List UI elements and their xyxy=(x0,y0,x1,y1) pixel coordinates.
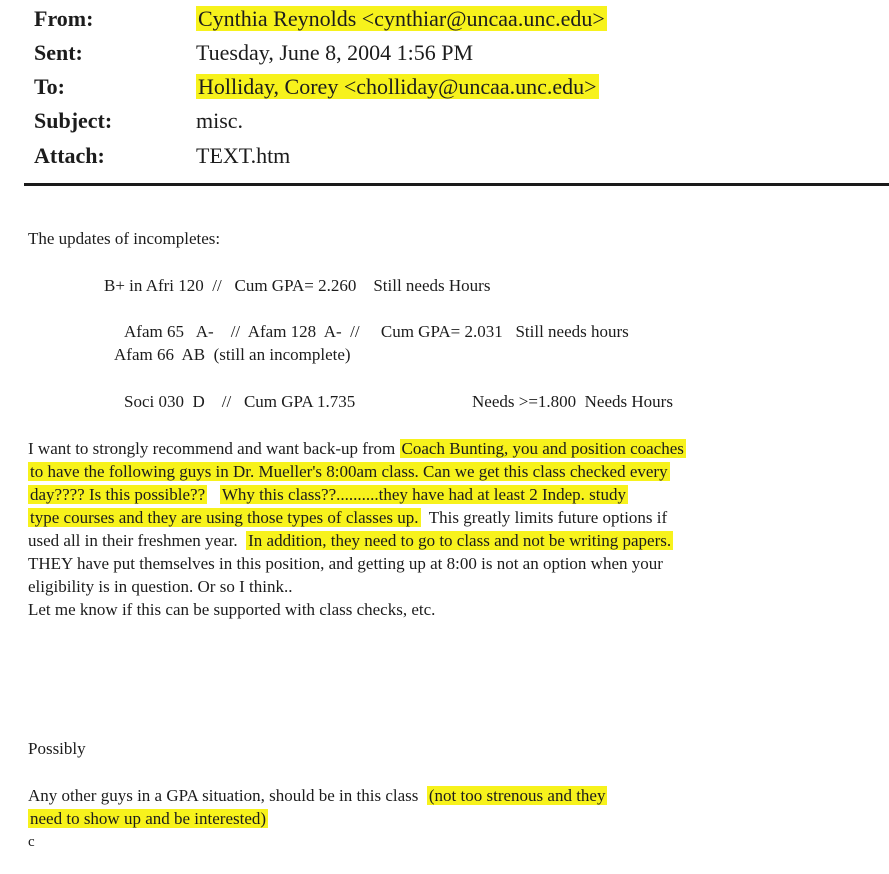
updates-heading: The updates of incompletes: xyxy=(28,229,221,248)
update-row-3a: Soci 030 D // Cum GPA 1.735 xyxy=(124,392,356,411)
other-guys-highlight-b: need to show up and be interested) xyxy=(30,809,267,828)
sent-label: Sent: xyxy=(34,40,83,65)
from-label: From: xyxy=(34,6,94,31)
update-row-1: B+ in Afri 120 // Cum GPA= 2.260 Still needs Hours xyxy=(104,276,491,295)
para-line-4-text: This greatly limits future options if xyxy=(420,508,668,527)
para-line-1 xyxy=(28,439,686,459)
para-line-3-highlight-a: day???? Is this possible?? xyxy=(30,485,206,504)
other-guys-line-1 xyxy=(28,786,607,806)
subject-label: Subject: xyxy=(34,108,113,133)
possibly-line: Possibly xyxy=(28,739,86,758)
signoff: c xyxy=(28,834,35,850)
para-line-1-highlight: Coach Bunting, you and position coaches xyxy=(401,439,684,458)
para-line-8: Let me know if this can be supported with class checks, etc. xyxy=(28,600,436,619)
to-value xyxy=(196,74,599,100)
other-guys-highlight-a: (not too strenous and they xyxy=(428,786,606,805)
para-line-7: eligibility is in question. Or so I think.. xyxy=(28,577,293,596)
para-line-5-text: used all in their freshmen year. xyxy=(28,531,247,550)
para-line-3-highlight-b: Why this class??..........they have had at least 2 Indep. study xyxy=(221,485,627,504)
sent-value: Tuesday, June 8, 2004 1:56 PM xyxy=(196,40,474,65)
para-line-3 xyxy=(28,485,628,505)
from-value xyxy=(196,6,607,32)
other-guys-text: Any other guys in a GPA situation, should be in this class xyxy=(28,786,427,805)
update-row-2a: Afam 65 A- // Afam 128 A- // Cum GPA= 2.031 Still needs hours xyxy=(124,322,629,341)
para-line-5-highlight: In addition, they need to go to class and not be writing papers. xyxy=(248,531,672,550)
para-line-5 xyxy=(28,531,673,551)
para-line-4 xyxy=(28,508,667,528)
update-row-3b: Needs >=1.800 Needs Hours xyxy=(472,392,673,411)
header-divider xyxy=(24,183,889,186)
para-line-1-text: I want to strongly recommend and want back-up from xyxy=(28,439,400,458)
to-highlight: Holliday, Corey <cholliday@uncaa.unc.edu> xyxy=(198,74,597,99)
para-line-6: THEY have put themselves in this position, and getting up at 8:00 is not an option when your xyxy=(28,554,663,573)
update-row-2b: Afam 66 AB (still an incomplete) xyxy=(114,345,351,364)
para-line-4-highlight: type courses and they are using those types of classes up. xyxy=(30,508,419,527)
to-label: To: xyxy=(34,74,65,99)
attach-value: TEXT.htm xyxy=(196,143,291,168)
para-line-2-highlight: to have the following guys in Dr. Mueller's 8:00am class. Can we get this class checked every xyxy=(30,462,668,481)
subject-value: misc. xyxy=(196,108,244,133)
from-highlight: Cynthia Reynolds <cynthiar@uncaa.unc.edu> xyxy=(198,6,605,31)
attach-label: Attach: xyxy=(34,143,105,168)
other-guys-line-2 xyxy=(28,809,268,829)
para-line-2 xyxy=(28,462,670,482)
